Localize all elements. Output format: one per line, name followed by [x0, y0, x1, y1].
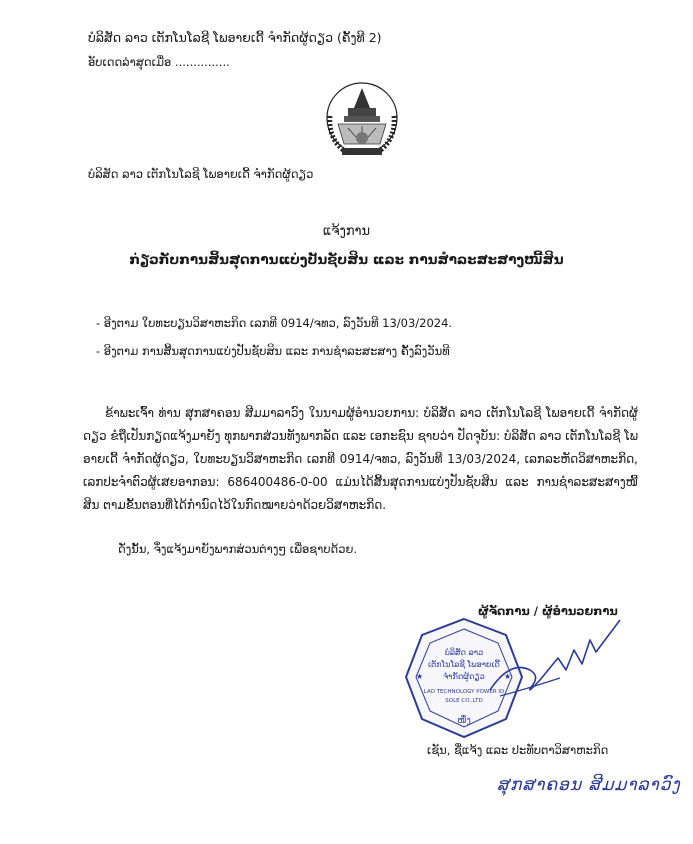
body-paragraph-text: ຂ້າພະເຈົ້າ ທ່ານ ສຸກສາຄອນ ສີມມາລາວົງ ໃນນາມຜູ້ອຳນວຍການ: ບໍລິສັດ ລາວ ເຕັກໂນໂລຊີ ໂພອາຍເດີ້ ຈຳກັດຜູ້ດຽວ ຂໍຖືເປັນກຽດແຈ້ງມາຍັງ ທຸກພາກສ່ວນທັງພາກລັດ ແລະ ເອກະຊົນ ຊາບວ່າ ປັດຈຸບັນ: ບໍລິສັດ ລາວ ເຕັກໂນໂລຊີ ໂພອາຍເດີ້ ຈຳກັດຜູ້ດຽວ, ໃບທະບຽນວິສາຫະກິດ ເລກທີ 0914/ຈທວ, ລົງວັນທີ 13/03/2024, ເລກລະຫັດວິສາຫະກິດ, ເລກປະຈຳຕົວຜູ້ເສຍອາກອນ: 686400486-0-00 ແມ່ນໄດ້ສິ້ນສຸດການແບ່ງປັນຊັບສິນ ແລະ ການຊຳລະສະສາງໜີ້ສິນ ຕາມຂັ້ນຕອນທີ່ໄດ້ກຳນົດໄວ້ໃນກົດໝາຍວ່າດ້ວຍວິສາຫະກິດ.: [83, 406, 638, 512]
header-company-line: ບໍລິສັດ ລາວ ເຕັກໂນໂລຊີ ໂພອາຍເດີ້ ຈຳກັດຜູ້ດຽວ (ຄັ້ງທີ 2): [88, 30, 382, 45]
signature-icon: [470, 600, 640, 710]
svg-text:LAO TECHNOLOGY POWER ID: LAO TECHNOLOGY POWER ID: [423, 689, 505, 695]
signature-caption: ເຊັນ, ຊື່ແຈ້ງ ແລະ ປະທັບຕາວິສາຫະກິດ: [427, 743, 609, 757]
svg-text:★: ★: [416, 672, 424, 681]
svg-text:ບໍລິສັດ ລາວ: ບໍລິສັດ ລາວ: [444, 648, 484, 657]
notice-subject: ກ່ຽວກັບການສິ້ນສຸດການແບ່ງປັນຊັບສິນ ແລະ ການສຳລະສະສາງໜີ້ສິນ: [129, 252, 564, 268]
signature-title: ຜູ້ຈັດການ / ຜູ້ອຳນວຍການ: [478, 604, 618, 618]
svg-text:SOLE CO.,LTD: SOLE CO.,LTD: [445, 698, 483, 704]
body-paragraph: [83, 402, 638, 517]
svg-text:ໜຶ່ງ: ໜຶ່ງ: [457, 716, 471, 726]
handwritten-name: ສຸກສາຄອນ ສີມມາລາວົງ: [497, 775, 681, 795]
svg-text:ຈຳກັດຜູ້ດຽວ: ຈຳກັດຜູ້ດຽວ: [443, 672, 485, 681]
header-date-line: ອັບເດດລ່າສຸດເມື່ອ ...............: [88, 55, 230, 69]
reference-item: - ອີງຕາມ ການສິ້ນສຸດການແບ່ງປັນຊັບສິນ ແລະ ການຊຳລະສະສາງ ຄັ້ງລົງວັນທີ: [96, 344, 450, 358]
svg-text:ເຕັກໂນໂລຊີ ໂພອາຍເດີ້: ເຕັກໂນໂລຊີ ໂພອາຍເດີ້: [428, 660, 500, 669]
sender-line: ບໍລິສັດ ລາວ ເຕັກໂນໂລຊີ ໂພອາຍເດີ້ ຈຳກັດຜູ້ດຽວ: [88, 167, 314, 181]
notice-title: ແຈ້ງການ: [322, 224, 371, 239]
national-emblem-icon: [318, 78, 406, 162]
svg-text:★: ★: [504, 672, 512, 681]
reference-item: - ອີງຕາມ ໃບທະບຽນວິສາຫະກິດ ເລກທີ 0914/ຈທວ, ລົງວັນທີ 13/03/2024.: [96, 316, 453, 330]
closing-line: ດັ່ງນັ້ນ, ຈຶ່ງແຈ້ງມາຍັງພາກສ່ວນຕ່າງໆ ເພື່ອຊາບດ້ວຍ.: [118, 542, 358, 556]
